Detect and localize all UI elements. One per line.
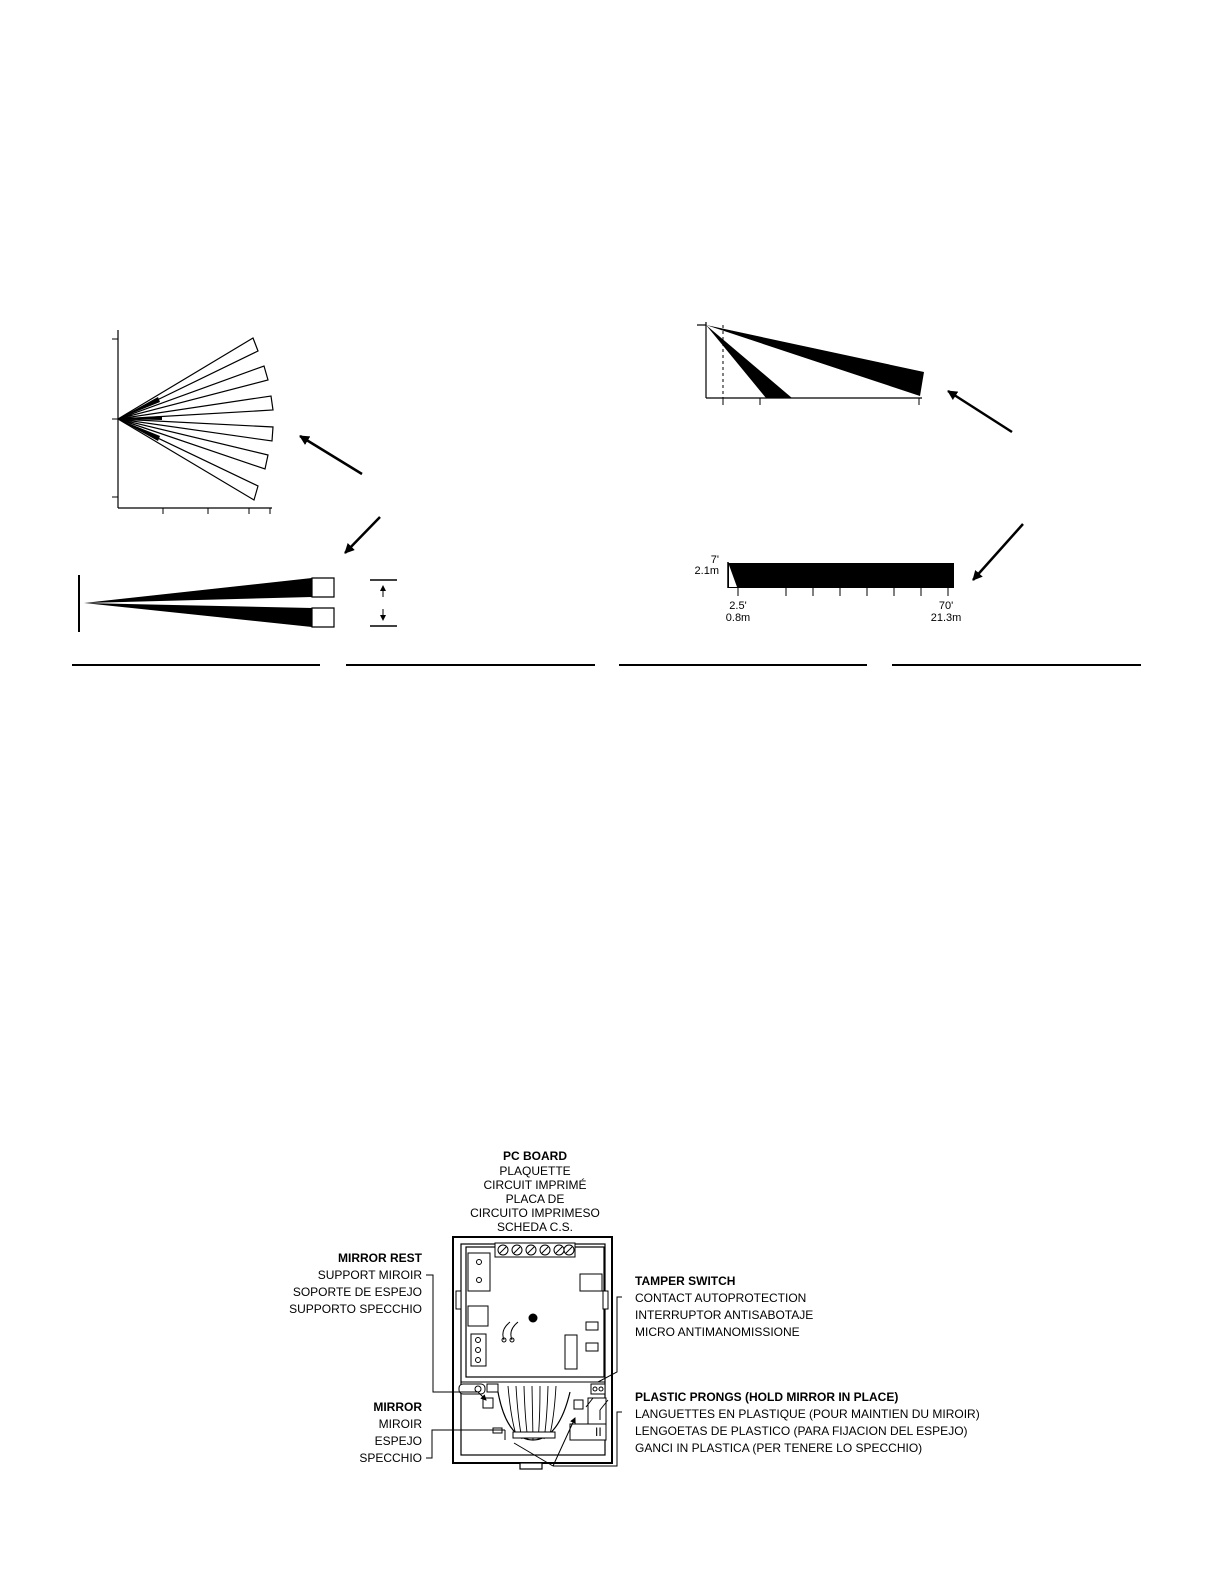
mirror-rest-labels bbox=[289, 1251, 423, 1316]
mirror-rest-label-fr: SUPPORT MIROIR bbox=[317, 1268, 422, 1282]
pc-board-label-es-1: PLACA DE bbox=[505, 1192, 565, 1206]
tamper-switch-label-es: INTERRUPTOR ANTISABOTAJE bbox=[635, 1308, 814, 1322]
mirror-label-fr: MIROIR bbox=[378, 1417, 422, 1431]
mirror-rest-label-en: MIRROR REST bbox=[338, 1251, 422, 1265]
pc-board-label-en: PC BOARD bbox=[502, 1149, 568, 1163]
side-view-left bbox=[79, 575, 397, 632]
long-range-side-view bbox=[697, 322, 924, 405]
tamper-switch-labels bbox=[635, 1274, 813, 1339]
tamper-switch-body bbox=[580, 1274, 602, 1291]
near-m-label: 0.8m bbox=[725, 612, 751, 624]
pc-board-figure bbox=[289, 1149, 980, 1469]
pc-board-label-fr-1: PLAQUETTE bbox=[499, 1164, 571, 1178]
arrow-to-curtain bbox=[973, 524, 1023, 580]
tamper-switch-label-fr: CONTACT AUTOPROTECTION bbox=[635, 1291, 807, 1305]
curtain-side-view bbox=[695, 554, 962, 624]
mirror-label-it: SPECCHIO bbox=[359, 1451, 422, 1465]
plastic-prongs-labels bbox=[635, 1390, 980, 1455]
svg-text:II: II bbox=[595, 1425, 602, 1439]
plastic-prongs-label-en: PLASTIC PRONGS (HOLD MIRROR IN PLACE) bbox=[635, 1390, 899, 1404]
pc-board-label-fr-2: CIRCUIT IMPRIMÉ bbox=[483, 1178, 587, 1192]
far-m-label: 21.3m bbox=[930, 612, 962, 624]
top-view-fan-pattern bbox=[112, 330, 273, 514]
mirror-label-en: MIRROR bbox=[373, 1400, 422, 1414]
height-ft-label: 7' bbox=[710, 554, 719, 566]
beam-lower bbox=[84, 603, 312, 627]
near-ft-label: 2.5' bbox=[729, 600, 747, 612]
far-ft-label: 70' bbox=[938, 600, 954, 612]
arrow-to-side-view-left bbox=[345, 517, 380, 553]
fan-zone-dark-tips bbox=[118, 397, 162, 441]
mirror-rest-label-it: SUPPORTO SPECCHIO bbox=[289, 1302, 422, 1316]
tamper-switch-label-en: TAMPER SWITCH bbox=[635, 1274, 736, 1288]
plastic-prongs-label-es: LENGOETAS DE PLASTICO (PARA FIJACION DEL ESPEJO) bbox=[635, 1424, 968, 1438]
curtain-bar bbox=[728, 563, 954, 588]
pc-board-label-es-2: CIRCUITO IMPRIMESO bbox=[470, 1206, 600, 1220]
height-m-label: 2.1m bbox=[694, 565, 719, 577]
arrow-to-long-range bbox=[948, 391, 1012, 432]
mirror-label-es: ESPEJO bbox=[374, 1434, 422, 1448]
plastic-prongs-label-it: GANCI IN PLASTICA (PER TENERE LO SPECCHIO) bbox=[635, 1441, 923, 1455]
pc-board-labels bbox=[470, 1149, 600, 1234]
pc-board-label-it: SCHEDA C.S. bbox=[496, 1220, 574, 1234]
mirror-labels bbox=[359, 1400, 422, 1465]
beam-upper bbox=[84, 578, 312, 603]
plastic-prongs-label-fr: LANGUETTES EN PLASTIQUE (POUR MAINTIEN DU MIROIR) bbox=[635, 1407, 980, 1421]
mirror-rest-label-es: SOPORTE DE ESPEJO bbox=[292, 1285, 422, 1299]
tamper-switch-label-it: MICRO ANTIMANOMISSIONE bbox=[635, 1325, 800, 1339]
arrow-to-fan bbox=[300, 436, 362, 474]
